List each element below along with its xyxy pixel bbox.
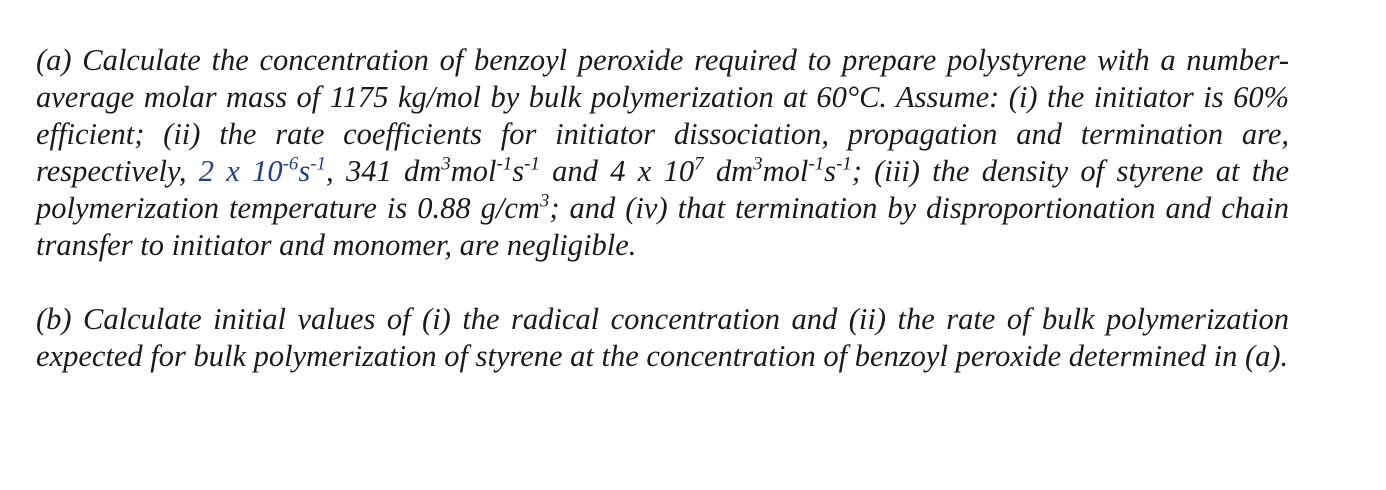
question-part-b: (b) Calculate initial values of (i) the radical concentration and (ii) the rate of bulk polymerization expected for bulk polymerization of styrene at the concentration of benzoyl peroxide determined in (a). (36, 302, 1289, 373)
problem-text (36, 42, 1289, 375)
initiator-dissociation-rate: 2 x $10^{-6}s^{-1}$ (198, 153, 327, 188)
cut-off-heading-line (250, 0, 1150, 4)
question-part-a: (a) Calculate the concentration of benzoyl peroxide required to prepare polystyrene with a number-average molar mass of 1175 kg/mol by bulk polymerization at 60°C. Assume: (i) the initiator is 60% efficient; (ii) the rate coefficients for initiator dissociation, propagation and termination are, respectively, 2 x $10^{-6}s^{-1}$, 341 $dm^3mol^{-1}s^{-1}$ and 4 x $10^7$ $dm^3mol^{-1}s^{-1}$; (iii) the density of styrene at the polymerization temperature is 0.88 $g/cm^3$; and (iv) that termination by disproportionation and chain transfer to initiator and monomer, are negligible. (36, 43, 1289, 262)
